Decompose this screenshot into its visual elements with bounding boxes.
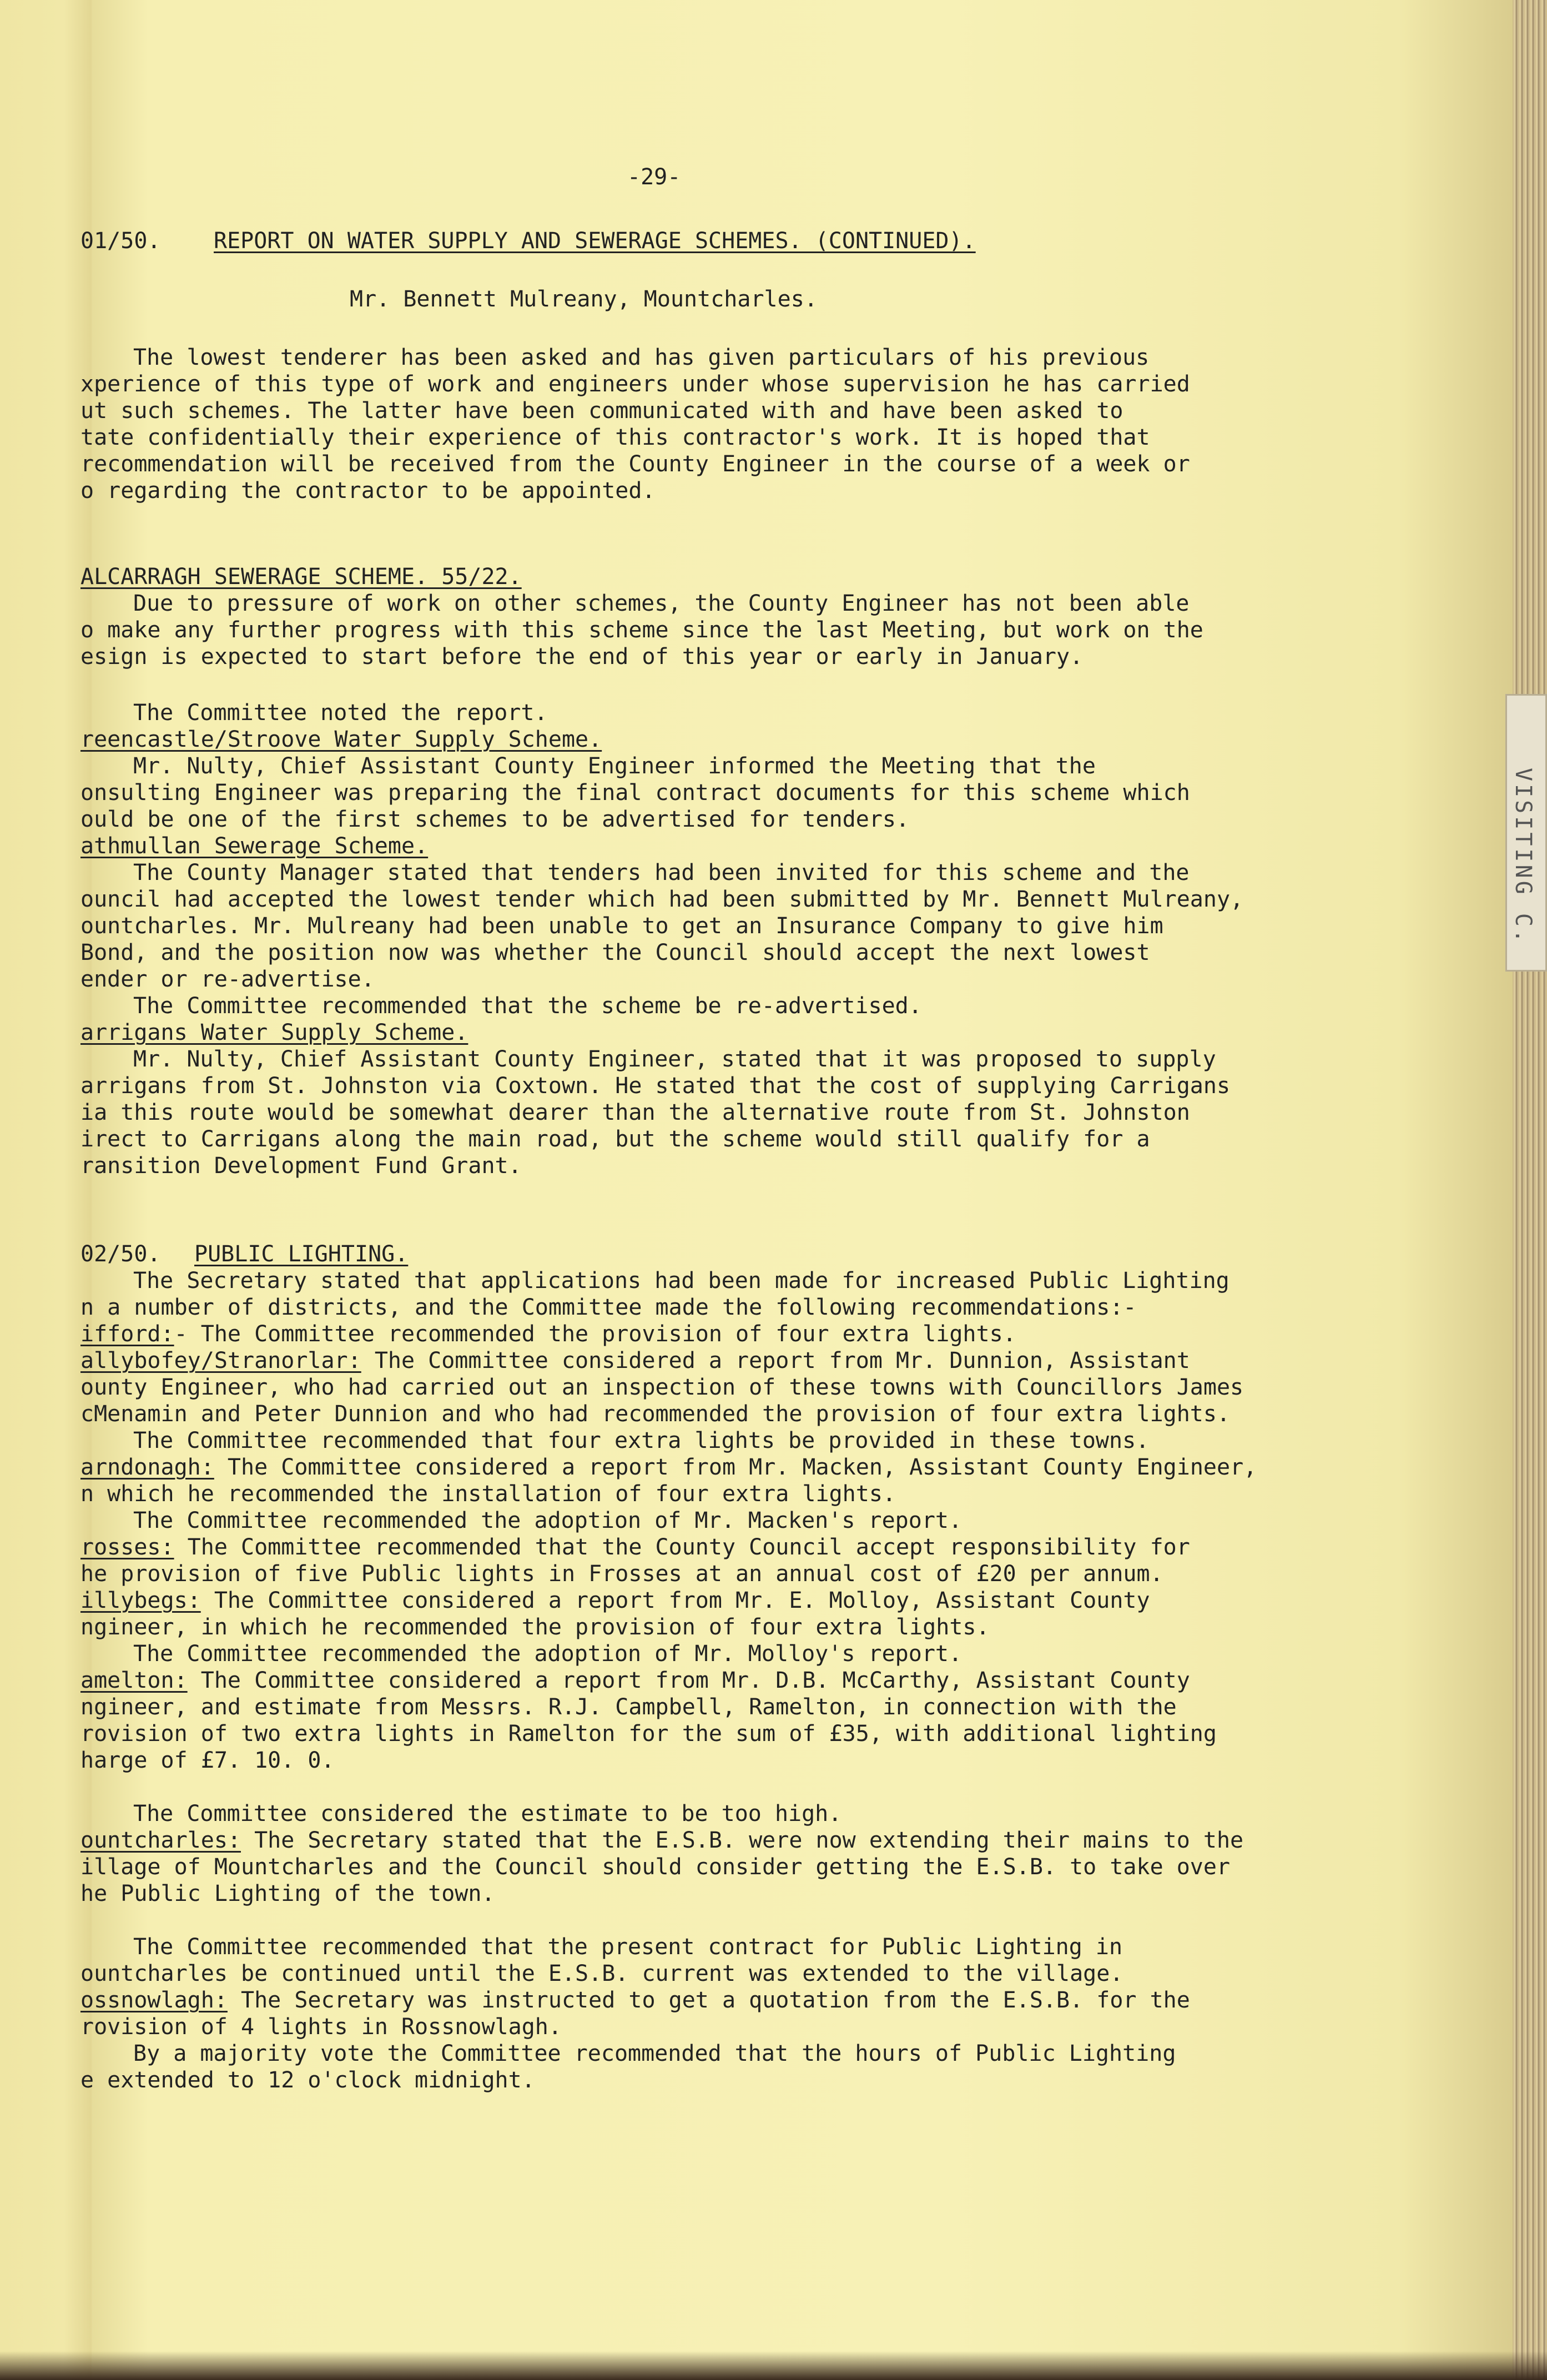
- paragraph-line: ountcharles: The Secretary stated that the E.S.B. were now extending their mains to the: [80, 1828, 1244, 1853]
- section-title-3: reencastle/Stroove Water Supply Scheme.: [80, 727, 602, 752]
- paragraph-line: ender or re-advertise.: [80, 967, 375, 992]
- paragraph-line: The County Manager stated that tenders had been invited for this scheme and the: [133, 860, 1190, 885]
- paragraph-line: xperience of this type of work and engineers under whose supervision he has carried: [80, 371, 1190, 397]
- paragraph-line: rovision of 4 lights in Rossnowlagh.: [80, 2014, 562, 2040]
- section-title-4: athmullan Sewerage Scheme.: [80, 833, 429, 859]
- paragraph-line: ountcharles. Mr. Mulreany had been unable to get an Insurance Company to give him: [80, 913, 1163, 939]
- paragraph-line: Mr. Nulty, Chief Assistant County Engineer informed the Meeting that the: [133, 753, 1096, 779]
- place-name: ossnowlagh:: [80, 1987, 228, 2013]
- paragraph-line: illage of Mountcharles and the Council should consider getting the E.S.B. to take over: [80, 1854, 1231, 1880]
- paragraph-line: allybofey/Stranorlar: The Committee considered a report from Mr. Dunnion, Assistant: [80, 1348, 1190, 1373]
- paragraph-line: recommendation will be received from the County Engineer in the course of a week or: [80, 451, 1190, 477]
- paragraph-line: ounty Engineer, who had carried out an inspection of these towns with Councillors James: [80, 1375, 1244, 1400]
- paragraph-line: The Committee noted the report.: [133, 700, 548, 726]
- paragraph-line: Due to pressure of work on other schemes, the County Engineer has not been able: [133, 591, 1190, 616]
- paragraph-line: irect to Carrigans along the main road, but the scheme would still qualify for a: [80, 1126, 1150, 1152]
- bottom-shadow: [0, 2351, 1547, 2380]
- paragraph-line: The Committee recommended that four extra lights be provided in these towns.: [133, 1428, 1150, 1453]
- paragraph-line: ountcharles be continued until the E.S.B. current was extended to the village.: [80, 1961, 1123, 1986]
- section-title-5: arrigans Water Supply Scheme.: [80, 1020, 468, 1045]
- paragraph-line: n a number of districts, and the Committee made the following recommendations:-: [80, 1295, 1137, 1320]
- place-name: allybofey/Stranorlar:: [80, 1348, 361, 1373]
- paragraph-line: o regarding the contractor to be appointed.: [80, 478, 656, 504]
- page-number: -29-: [627, 164, 681, 190]
- paragraph-line: By a majority vote the Committee recommended that the hours of Public Lighting: [133, 2041, 1176, 2066]
- paragraph-line: The Committee considered the estimate to be too high.: [133, 1801, 842, 1826]
- paragraph-line: e extended to 12 o'clock midnight.: [80, 2067, 535, 2093]
- paragraph-line: The Secretary stated that applications had been made for increased Public Lighting: [133, 1268, 1229, 1294]
- paragraph-line: esign is expected to start before the end of this year or early in January.: [80, 644, 1084, 670]
- paragraph-line: harge of £7. 10. 0.: [80, 1748, 335, 1773]
- paragraph-line: cMenamin and Peter Dunnion and who had recommended the provision of four extra lights.: [80, 1401, 1231, 1427]
- place-name: rosses:: [80, 1534, 174, 1560]
- paragraph-line: he Public Lighting of the town.: [80, 1881, 495, 1906]
- paragraph-line: ngineer, and estimate from Messrs. R.J. Campbell, Ramelton, in connection with the: [80, 1694, 1177, 1720]
- section-subtitle-1: Mr. Bennett Mulreany, Mountcharles.: [350, 286, 818, 312]
- paragraph-line: n which he recommended the installation of four extra lights.: [80, 1481, 896, 1507]
- section-title-1: REPORT ON WATER SUPPLY AND SEWERAGE SCHEMES. (CONTINUED).: [214, 228, 976, 254]
- paragraph-line: The lowest tenderer has been asked and has given particulars of his previous: [133, 345, 1150, 370]
- paragraph-line: The Committee recommended the adoption of Mr. Macken's report.: [133, 1508, 963, 1533]
- place-name: arndonagh:: [80, 1455, 214, 1480]
- paragraph-line: ia this route would be somewhat dearer than the alternative route from St. Johnston: [80, 1100, 1190, 1125]
- paragraph-line: ouncil had accepted the lowest tender which had been submitted by Mr. Bennett Mulreany,: [80, 887, 1244, 912]
- section-title-6: PUBLIC LIGHTING.: [194, 1241, 409, 1267]
- place-name: ountcharles:: [80, 1828, 241, 1853]
- paragraph-line: arrigans from St. Johnston via Coxtown. He stated that the cost of supplying Carrigans: [80, 1073, 1231, 1099]
- paragraph-line: arndonagh: The Committee considered a report from Mr. Macken, Assistant County Engineer,: [80, 1455, 1257, 1480]
- paragraph-line: The Committee recommended the adoption of Mr. Molloy's report.: [133, 1641, 963, 1667]
- paragraph-line: onsulting Engineer was preparing the final contract documents for this scheme which: [80, 780, 1190, 806]
- section-title-2: ALCARRAGH SEWERAGE SCHEME. 55/22.: [80, 564, 522, 590]
- item-number-2: 02/50.: [80, 1241, 161, 1267]
- paragraph-line: tate confidentially their experience of this contractor's work. It is hoped that: [80, 425, 1150, 450]
- paragraph-line: ransition Development Fund Grant.: [80, 1153, 522, 1179]
- paragraph-line: Bond, and the position now was whether the Council should accept the next lowest: [80, 940, 1150, 965]
- paragraph-line: The Committee recommended that the scheme be re-advertised.: [133, 993, 922, 1019]
- place-name: amelton:: [80, 1668, 188, 1693]
- paragraph-line: rovision of two extra lights in Ramelton for the sum of £35, with additional lighting: [80, 1721, 1217, 1747]
- paragraph-line: ifford:- The Committee recommended the provision of four extra lights.: [80, 1321, 1016, 1347]
- place-name: ifford:: [80, 1321, 174, 1347]
- paragraph-line: he provision of five Public lights in Frosses at an annual cost of £20 per annum.: [80, 1561, 1163, 1587]
- paragraph-line: illybegs: The Committee considered a report from Mr. E. Molloy, Assistant County: [80, 1588, 1150, 1613]
- paragraph-line: rosses: The Committee recommended that the County Council accept responsibility for: [80, 1534, 1190, 1560]
- paragraph-line: amelton: The Committee considered a report from Mr. D.B. McCarthy, Assistant County: [80, 1668, 1190, 1693]
- place-name: illybegs:: [80, 1588, 201, 1613]
- paragraph-line: The Committee recommended that the present contract for Public Lighting in: [133, 1934, 1123, 1960]
- item-number-1: 01/50.: [80, 228, 161, 254]
- tab-label: VISITING C.: [1510, 768, 1536, 945]
- paragraph-line: Mr. Nulty, Chief Assistant County Engineer, stated that it was proposed to supply: [133, 1046, 1216, 1072]
- paragraph-line: ngineer, in which he recommended the provision of four extra lights.: [80, 1614, 990, 1640]
- paragraph-line: ossnowlagh: The Secretary was instructed to get a quotation from the E.S.B. for the: [80, 1987, 1190, 2013]
- paragraph-line: ut such schemes. The latter have been communicated with and have been asked to: [80, 398, 1123, 424]
- paragraph-line: o make any further progress with this scheme since the last Meeting, but work on the: [80, 617, 1203, 643]
- paragraph-line: ould be one of the first schemes to be advertised for tenders.: [80, 807, 910, 832]
